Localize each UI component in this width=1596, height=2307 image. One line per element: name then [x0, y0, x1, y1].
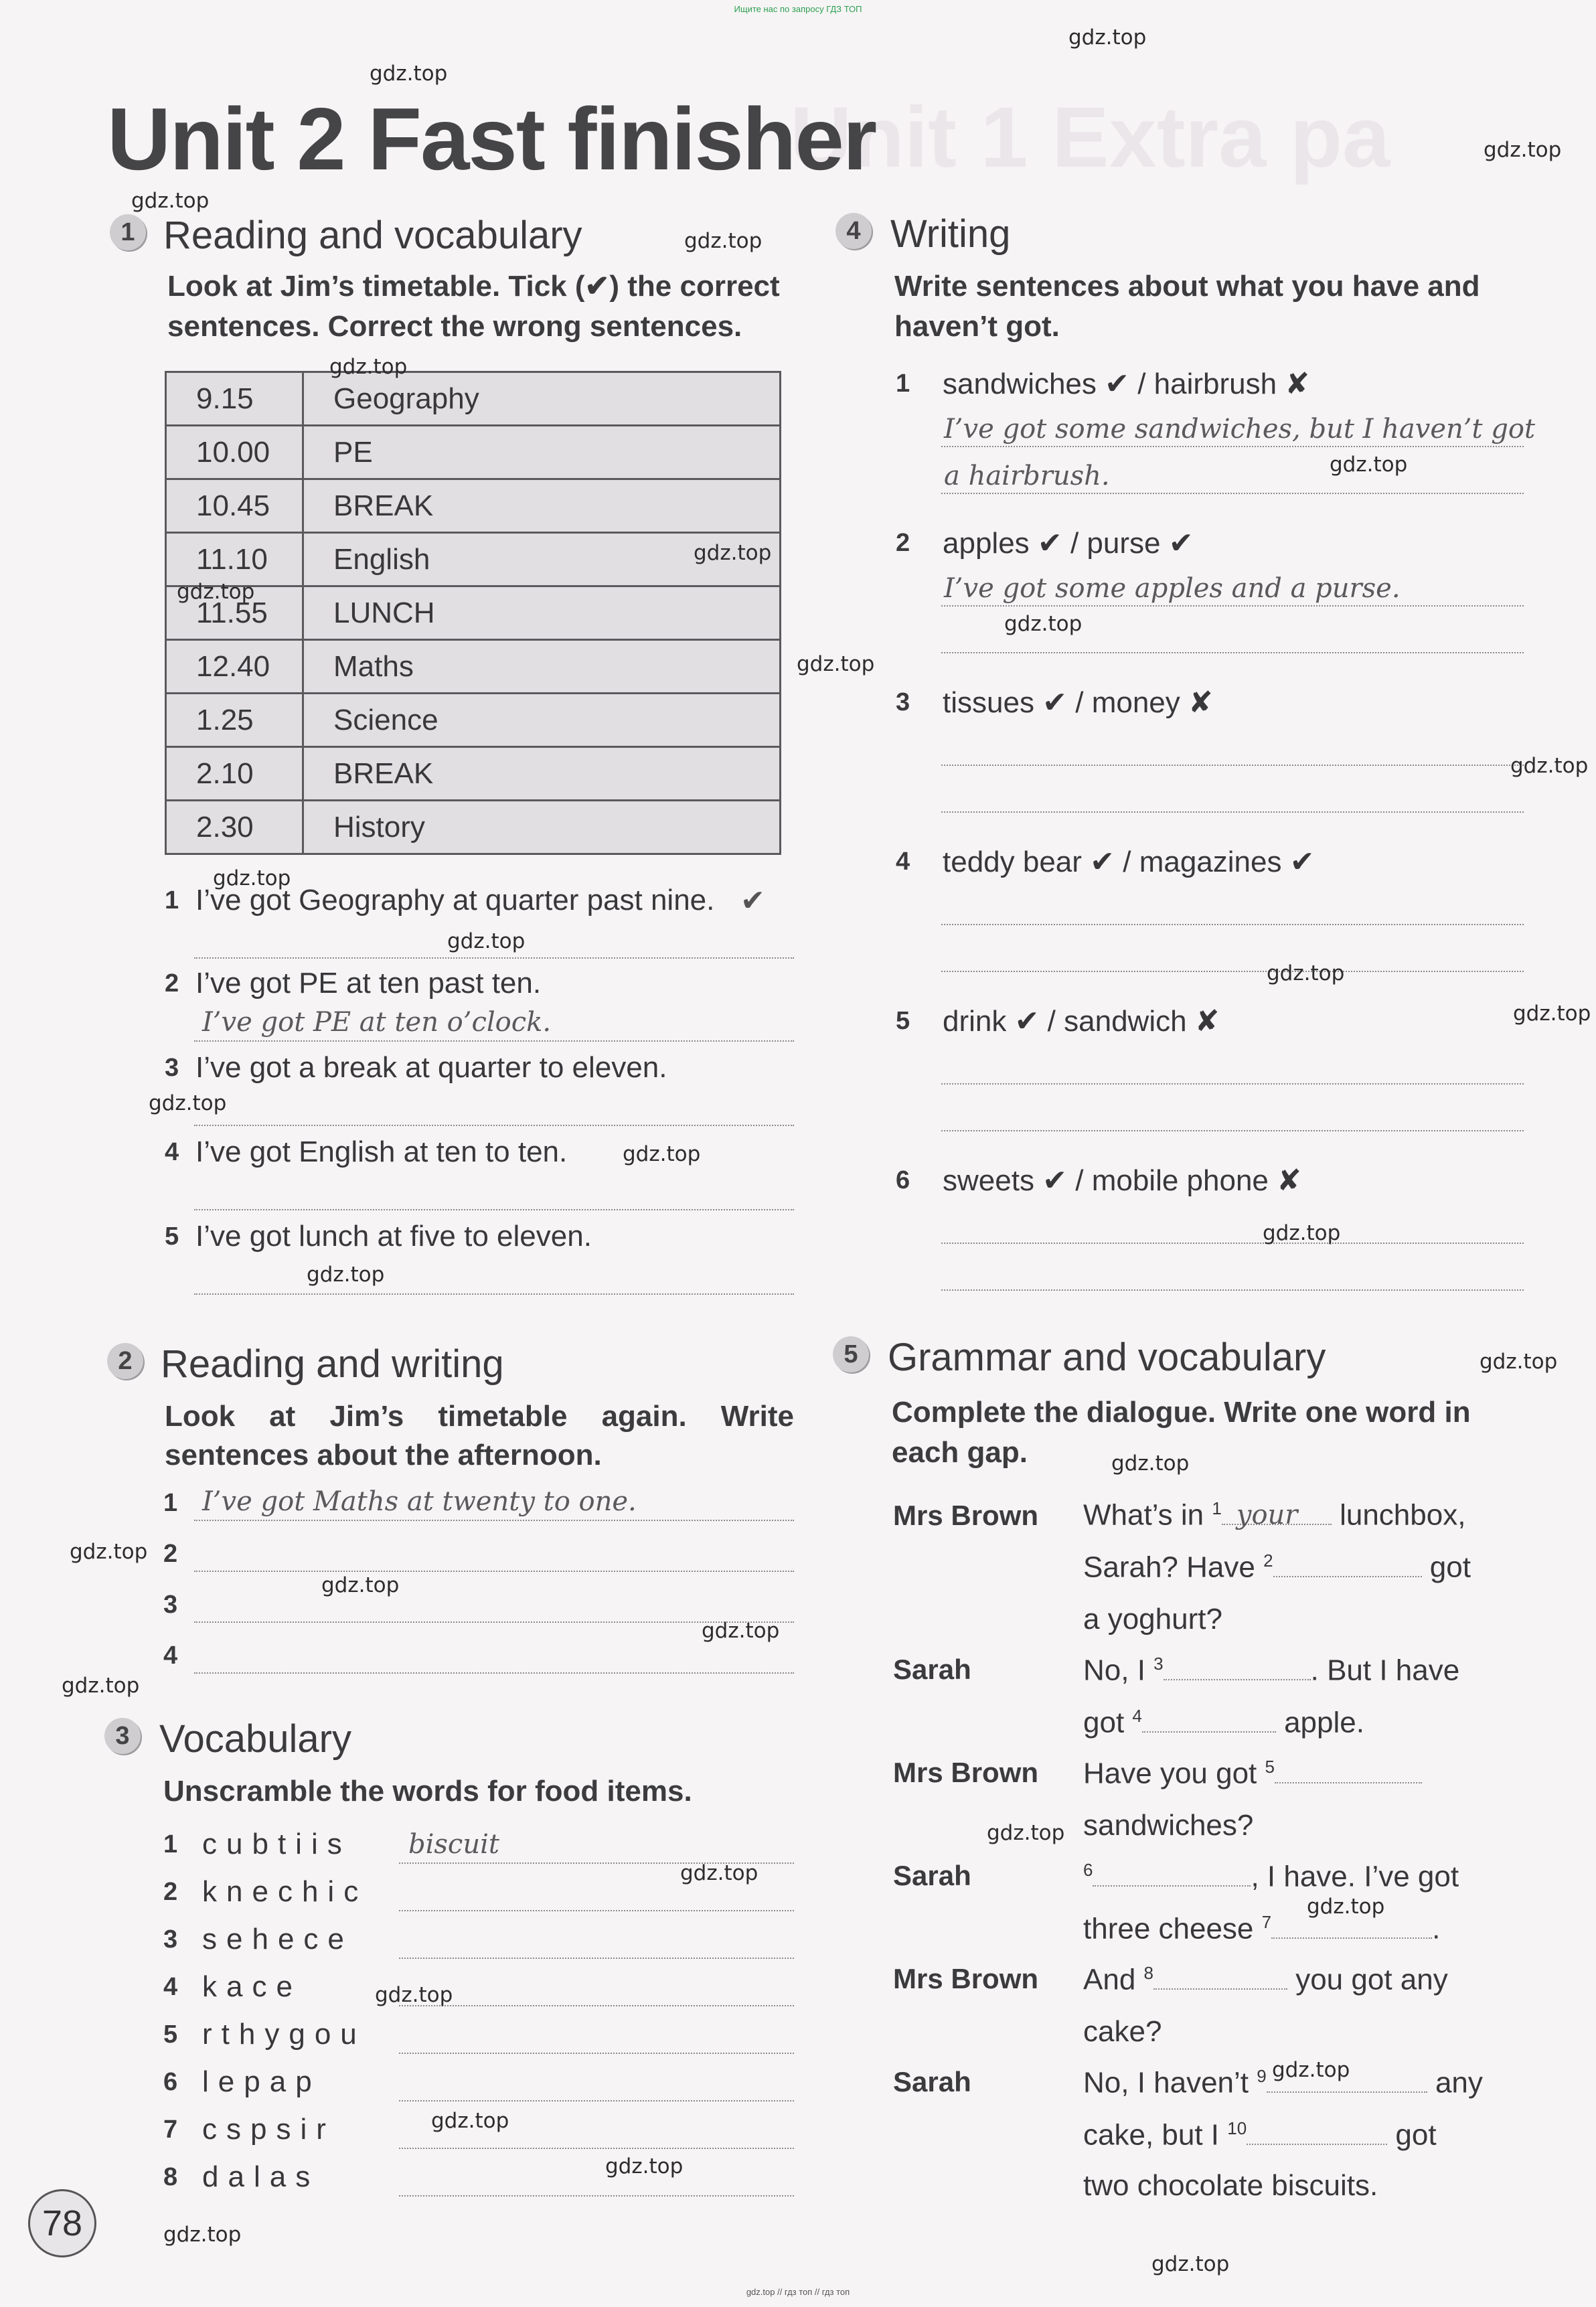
watermark: gdz.top: [431, 2109, 509, 2133]
timetable-subject: History: [303, 801, 781, 854]
scrambled-word: cspsir: [202, 2113, 335, 2146]
section-3-title: Vocabulary: [159, 1717, 351, 1761]
s3-item-number: 4: [163, 1973, 178, 2001]
s4-item-prompt: drink ✔ / sandwich ✘: [943, 1005, 1220, 1038]
s4-item-answer-line1: I’ve got some sandwiches, but I haven’t got: [944, 414, 1536, 445]
section-3-number: 3: [104, 1718, 141, 1754]
s2-item-number: 3: [163, 1591, 178, 1619]
s1-item-number: 1: [165, 886, 179, 914]
speaker-mrs-brown: Mrs Brown: [893, 1500, 1039, 1531]
timetable-row: [166, 640, 781, 694]
s4-item-number: 4: [896, 848, 910, 876]
s4-item-prompt: apples ✔ / purse ✔: [943, 527, 1194, 560]
watermark: gdz.top: [213, 866, 291, 890]
answer-line[interactable]: [941, 765, 1524, 766]
section-2-instruction-line1: Look at Jim’s timetable again. Write: [165, 1400, 794, 1433]
scrambled-word: kace: [202, 1970, 302, 2003]
watermark: gdz.top: [370, 62, 448, 86]
answer-line[interactable]: [941, 446, 1524, 447]
gap-8[interactable]: [1153, 1968, 1287, 1990]
s4-item-prompt: sandwiches ✔ / hairbrush ✘: [943, 368, 1310, 400]
section-3-instruction: Unscramble the words for food items.: [163, 1775, 692, 1808]
watermark: gdz.top: [321, 1573, 400, 1597]
answer-line[interactable]: [941, 493, 1524, 494]
section-2-instruction-line2: sentences about the afternoon.: [165, 1439, 602, 1471]
watermark: gdz.top: [375, 1983, 453, 2007]
timetable-row: [166, 533, 781, 586]
watermark: gdz.top: [797, 652, 875, 676]
section-5-instruction: Complete the dialogue. Write one word in each gap.: [892, 1396, 1471, 1469]
s1-item-sentence: I’ve got Geography at quarter past nine.: [195, 884, 715, 917]
watermark: gdz.top: [1272, 2058, 1350, 2082]
timetable-time: 2.10: [166, 747, 303, 801]
answer-line[interactable]: [399, 2100, 794, 2101]
answer-line[interactable]: [194, 1293, 794, 1295]
s1-item-sentence: I’ve got PE at ten past ten.: [195, 967, 542, 1000]
watermark: gdz.top: [987, 1821, 1065, 1845]
s2-item-answer: I’ve got Maths at twenty to one.: [202, 1486, 637, 1517]
timetable-time: 10.45: [166, 479, 303, 533]
timetable-subject: PE: [303, 426, 781, 479]
watermark: gdz.top: [70, 1540, 148, 1564]
page-number: 78: [28, 2189, 96, 2257]
answer-line[interactable]: [941, 605, 1524, 607]
s3-item-number: 6: [163, 2068, 178, 2096]
gap-6[interactable]: [1093, 1865, 1251, 1887]
s4-item-number: 3: [896, 688, 910, 716]
s3-item-number: 1: [163, 1830, 178, 1858]
dialogue-line: $^6$ , I have. I’ve got: [1083, 1860, 1459, 1893]
s1-item-sentence: I’ve got English at ten to ten.: [195, 1135, 568, 1168]
dialogue-line: a yoghurt?: [1083, 1603, 1222, 1636]
section-2-title: Reading and writing: [161, 1342, 504, 1386]
watermark: gdz.top: [1484, 138, 1562, 162]
s1-item-number: 4: [165, 1138, 179, 1166]
dialogue-line: No, I $^3$ . But I have: [1083, 1654, 1460, 1687]
dialogue-line: cake?: [1083, 2015, 1162, 2048]
dialogue-line: Have you got $^5$: [1083, 1757, 1422, 1791]
answer-line[interactable]: [399, 1910, 794, 1911]
answer-line[interactable]: [941, 652, 1524, 653]
dialogue-line: sandwiches?: [1083, 1809, 1254, 1842]
watermark: gdz.top: [702, 1619, 780, 1643]
section-1-number: 1: [110, 214, 146, 250]
scrambled-word: sehece: [202, 1923, 353, 1956]
watermark: gdz.top: [1480, 1350, 1558, 1374]
answer-line[interactable]: [194, 1672, 794, 1674]
answer-line[interactable]: [194, 1520, 794, 1521]
scrambled-word: dalas: [202, 2160, 320, 2193]
watermark: gdz.top: [163, 2223, 242, 2247]
s4-item-number: 1: [896, 370, 910, 398]
section-1-title: Reading and vocabulary: [163, 214, 582, 257]
timetable-subject: Geography: [303, 372, 781, 426]
gap-5[interactable]: [1275, 1762, 1422, 1783]
s3-item-number: 5: [163, 2020, 178, 2049]
answer-line[interactable]: [194, 1571, 794, 1572]
watermark: gdz.top: [307, 1263, 385, 1287]
gap-1-answer: your: [1236, 1499, 1298, 1530]
timetable-subject: Science: [303, 694, 781, 747]
s1-item-number: 2: [165, 969, 179, 998]
timetable-time: 12.40: [166, 640, 303, 694]
answer-line[interactable]: [399, 2005, 794, 2006]
s1-item-sentence: I’ve got lunch at five to eleven.: [195, 1220, 592, 1253]
watermark: gdz.top: [1263, 1221, 1341, 1245]
s4-item-number: 5: [896, 1007, 910, 1035]
timetable-time: 11.10: [166, 533, 303, 586]
timetable-row: [166, 372, 781, 426]
speaker-sarah: Sarah: [893, 1654, 971, 1685]
dialogue-line: And $^8$ you got any: [1083, 1963, 1448, 1996]
answer-line[interactable]: [941, 1289, 1524, 1291]
watermark: gdz.top: [1004, 612, 1083, 636]
dialogue-line: two chocolate biscuits.: [1083, 2169, 1378, 2202]
answer-line[interactable]: [941, 924, 1524, 925]
watermark: gdz.top: [680, 1861, 759, 1885]
gap-7[interactable]: [1271, 1917, 1432, 1939]
watermark: gdz.top: [684, 229, 763, 253]
watermark: gdz.top: [1151, 2252, 1230, 2276]
timetable-subject: BREAK: [303, 479, 781, 533]
timetable-time: 1.25: [166, 694, 303, 747]
s4-item-answer-line1: I’ve got some apples and a purse.: [944, 573, 1401, 604]
section-1-instruction: Look at Jim’s timetable. Tick (✔) the correct sentences. Correct the wrong sentences.: [167, 270, 780, 343]
dialogue-line: Sarah? Have $^2$ got: [1083, 1550, 1471, 1584]
answer-line[interactable]: [194, 1040, 794, 1042]
answer-line[interactable]: [941, 971, 1524, 972]
speaker-sarah: Sarah: [893, 1860, 971, 1891]
section-5-title: Grammar and vocabulary: [888, 1336, 1326, 1379]
timetable-row: [166, 479, 781, 533]
timetable-time: 2.30: [166, 801, 303, 854]
answer-line[interactable]: [941, 811, 1524, 813]
section-4-instruction: Write sentences about what you have and haven’t got.: [894, 270, 1480, 343]
timetable-subject: Maths: [303, 640, 781, 694]
watermark: gdz.top: [131, 189, 210, 213]
answer-line[interactable]: [399, 2053, 794, 2054]
top-note: Ищите нас по запросу ГДЗ ТОП: [734, 4, 862, 14]
scrambled-word: lepap: [202, 2065, 321, 2098]
s2-item-number: 1: [163, 1489, 178, 1517]
timetable-subject: BREAK: [303, 747, 781, 801]
answer-line[interactable]: [399, 2148, 794, 2149]
timetable: [165, 371, 781, 855]
gap-1[interactable]: [1222, 1499, 1332, 1530]
s4-item-number: 2: [896, 529, 910, 557]
gap-4[interactable]: [1142, 1711, 1276, 1733]
timetable-subject: English: [303, 533, 781, 586]
s1-item-number: 3: [165, 1054, 179, 1082]
unit-title: Unit 2 Fast finisher: [107, 90, 876, 188]
tick-icon: ✔: [740, 884, 765, 917]
watermark: gdz.top: [605, 2154, 684, 2178]
speaker-sarah: Sarah: [893, 2066, 971, 2097]
s3-item-number: 3: [163, 1925, 178, 1954]
section-5-number: 5: [833, 1336, 869, 1372]
timetable-row: [166, 586, 781, 640]
timetable-row: [166, 801, 781, 854]
s4-item-prompt: teddy bear ✔ / magazines ✔: [943, 846, 1315, 878]
watermark: gdz.top: [1267, 961, 1345, 985]
ghost-title: Unit 1 Extra pa: [790, 90, 1390, 185]
answer-line[interactable]: [941, 1083, 1524, 1085]
s1-item-answer: I’ve got PE at ten o’clock.: [202, 1007, 552, 1038]
scrambled-word: knechic: [202, 1875, 368, 1908]
watermark: gdz.top: [329, 355, 408, 379]
bottom-note: gdz.top // гдз топ // гдз топ: [746, 2287, 850, 2297]
s2-item-number: 2: [163, 1540, 178, 1568]
speaker-mrs-brown: Mrs Brown: [893, 1963, 1039, 1994]
scrambled-word: cubtiis: [202, 1828, 351, 1860]
gap-2[interactable]: [1273, 1556, 1422, 1577]
watermark: gdz.top: [62, 1674, 140, 1698]
s4-item-prompt: sweets ✔ / mobile phone ✘: [943, 1164, 1301, 1197]
timetable-time: 10.00: [166, 426, 303, 479]
answer-line[interactable]: [941, 1130, 1524, 1131]
watermark: gdz.top: [1513, 1002, 1591, 1026]
timetable-subject: LUNCH: [303, 586, 781, 640]
gap-10[interactable]: [1247, 2124, 1387, 2145]
watermark: gdz.top: [447, 929, 526, 953]
watermark: gdz.top: [1307, 1895, 1385, 1919]
section-4-number: 4: [835, 213, 872, 249]
dialogue-line: No, I haven’t $^9$ any: [1083, 2066, 1483, 2099]
dialogue-line: three cheese $^7$ .: [1083, 1912, 1441, 1945]
watermark: gdz.top: [177, 580, 255, 604]
section-2-number: 2: [107, 1343, 143, 1379]
s3-item-number: 7: [163, 2116, 178, 2144]
answer-line[interactable]: [399, 2195, 794, 2197]
timetable-time: 9.15: [166, 372, 303, 426]
gap-3[interactable]: [1164, 1659, 1311, 1680]
dialogue-line: What’s in $^1$ your lunchbox,: [1083, 1498, 1466, 1532]
watermark: gdz.top: [623, 1142, 701, 1166]
s4-item-answer-line2: a hairbrush.: [944, 461, 1110, 491]
watermark: gdz.top: [1068, 25, 1147, 50]
section-4-title: Writing: [890, 212, 1011, 256]
watermark: gdz.top: [694, 541, 772, 565]
answer-line[interactable]: [194, 1209, 794, 1210]
s1-item-sentence: I’ve got a break at quarter to eleven.: [195, 1051, 667, 1084]
s3-item-number: 2: [163, 1878, 178, 1906]
timetable-time: 11.55: [166, 586, 303, 640]
dialogue-line: cake, but I $^{10}$ got: [1083, 2118, 1437, 2152]
timetable-row: [166, 694, 781, 747]
scrambled-word: rthygou: [202, 2018, 366, 2051]
speaker-mrs-brown: Mrs Brown: [893, 1757, 1039, 1788]
answer-line[interactable]: [194, 957, 794, 959]
answer-line[interactable]: [194, 1125, 794, 1126]
watermark: gdz.top: [149, 1091, 227, 1115]
s3-item-number: 8: [163, 2163, 178, 2191]
answer-line[interactable]: [941, 1243, 1524, 1244]
answer-line[interactable]: [399, 1958, 794, 1959]
s1-item-number: 5: [165, 1222, 179, 1251]
watermark: gdz.top: [1330, 453, 1408, 477]
s4-item-prompt: tissues ✔ / money ✘: [943, 686, 1213, 719]
watermark: gdz.top: [1111, 1451, 1190, 1476]
timetable-row: [166, 426, 781, 479]
s2-item-number: 4: [163, 1642, 178, 1670]
timetable-row: [166, 747, 781, 801]
s4-item-number: 6: [896, 1166, 910, 1194]
watermark: gdz.top: [1510, 754, 1589, 778]
s3-item-answer: biscuit: [408, 1829, 499, 1860]
dialogue-line: got $^4$ apple.: [1083, 1706, 1364, 1739]
